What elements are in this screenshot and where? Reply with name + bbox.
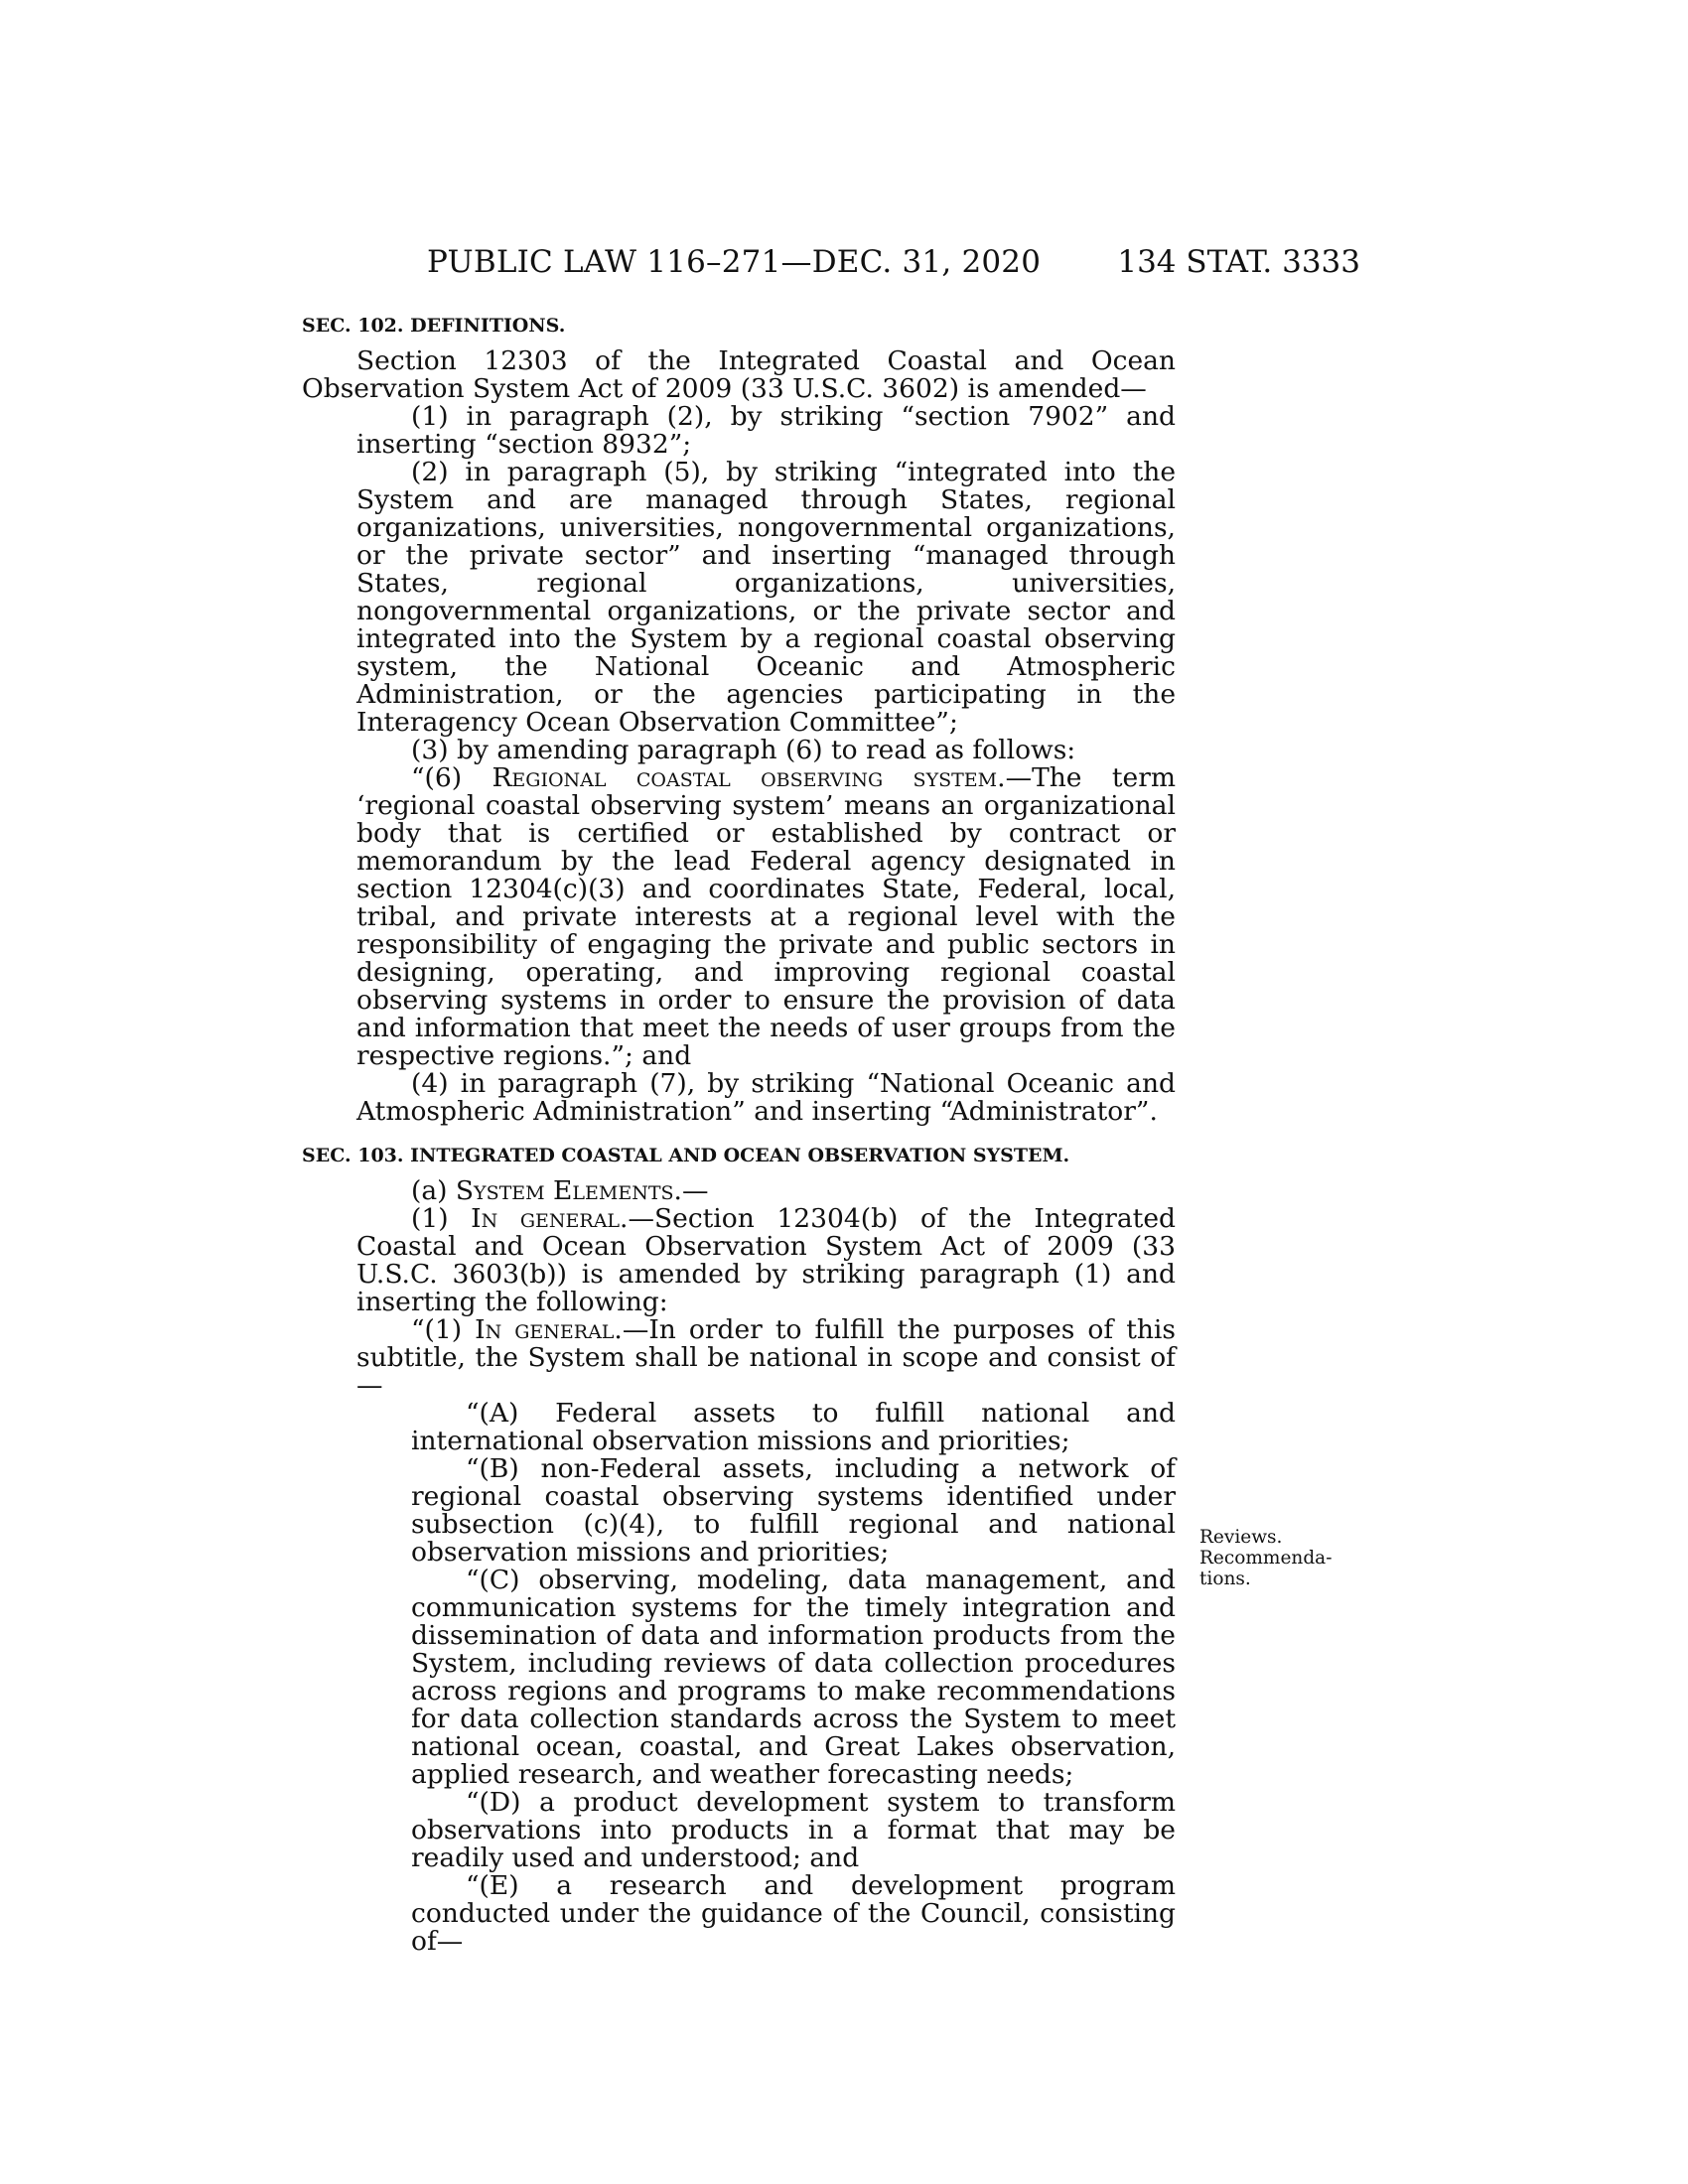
q1-lead: “(1) [411,1314,476,1345]
document-body [302,314,1176,1956]
paragraph-a1 [302,1205,1176,1316]
running-title: PUBLIC LAW 116–271—DEC. 31, 2020 [427,244,1042,280]
subparagraph-B: “(B) non-Federal assets, including a network of regional coastal observing systems identified under subsection (c)(4), to fulfill regional and national observation missions and priorities; [411,1453,1176,1568]
page-header [427,244,1360,284]
section-103-heading: SEC. 103. INTEGRATED COASTAL AND OCEAN OBSERVATION SYSTEM. [302,1145,1070,1166]
section-102-item-3: (3) by amending paragraph (6) to read as follows: [411,735,1076,765]
subsection-a-lead: (a) [411,1175,456,1206]
subsection-a-title: System Elements. [455,1175,682,1206]
margin-note [1199,1527,1338,1589]
section-102-item-4: (4) in paragraph (7), by striking “National Oceanic and Atmospheric Administration” and inserting “Administrator”. [356,1068,1176,1127]
a1-text: —Section 12304(b) of the Integrated Coastal and Ocean Observation System Act of 2009 (33 U.S.C. 3603(b)) is amended by striking paragraph (1) and inserting the following: [356,1203,1176,1317]
q1-text: —In order to fulfill the purposes of this subtitle, the System shall be national in scope and consist of— [356,1314,1176,1401]
section-102-intro: Section 12303 of the Integrated Coastal and Ocean Observation System Act of 2009 (33 U.S.C. 3602) is amended— [302,345,1176,404]
quote-text: —The term ‘regional coastal observing system’ means an organizational body that is certified or established by contract or memorandum by the lead Federal agency designated in section 12304(c)(3) and coordinates State, Federal, local, tribal, and private interests at a regional level with the responsibility of engaging the private and public sectors in designing, operating, and improving regional coastal observing systems in order to ensure the provision of data and information that meet the needs of user groups from the respective regions.”; and [356,762,1176,1071]
subparagraph-A: “(A) Federal assets to fulfill national and international observation missions and priorities; [411,1398,1176,1456]
section-102-heading: SEC. 102. DEFINITIONS. [302,315,566,337]
subsection-a-dash: — [681,1175,709,1206]
quoted-paragraph-1 [302,1316,1176,1400]
statute-page-number: 134 STAT. 3333 [1117,244,1360,280]
section-102-item-1: (1) in paragraph (2), by striking “section 7902” and inserting “section 8932”; [356,401,1176,460]
margin-note-line-2: Recommenda- [1199,1548,1333,1569]
margin-note-line-1: Reviews. [1199,1527,1283,1548]
a1-lead: (1) [411,1203,472,1234]
a1-heading: In general. [471,1203,629,1234]
q1-heading: In general. [475,1314,623,1345]
subparagraph-E: “(E) a research and development program conducted under the guidance of the Council, consisting of— [411,1870,1176,1957]
section-102-quoted-paragraph-6 [302,764,1176,1070]
subsection-a-heading [302,1177,1176,1205]
margin-note-line-3: tions. [1199,1569,1251,1589]
section-102-item-2: (2) in paragraph (5), by striking “integrated into the System and are managed through States, regional organizations, universities, nongovernmental organizations, or the private sector” and inserting “managed through States, regional organizations, universities, nongovernmental organizations, or the private sector and integrated into the System by a regional coastal observing system, the National Oceanic and Atmospheric Administration, or the agencies participating in the Interagency Ocean Observation Committee”; [356,457,1176,738]
quote-heading: Regional coastal observing system. [492,762,1006,793]
quote-lead: “(6) [411,762,492,793]
subparagraph-D: “(D) a product development system to transform observations into products in a format that may be readily used and understood; and [411,1787,1176,1873]
subparagraph-C: “(C) observing, modeling, data management, and communication systems for the timely integration and dissemination of data and information products from the System, including reviews of data collection procedures across regions and programs to make recommendations for data collection standards across the System to meet national ocean, coastal, and Great Lakes observation, applied research, and weather forecasting needs; [411,1565,1176,1790]
